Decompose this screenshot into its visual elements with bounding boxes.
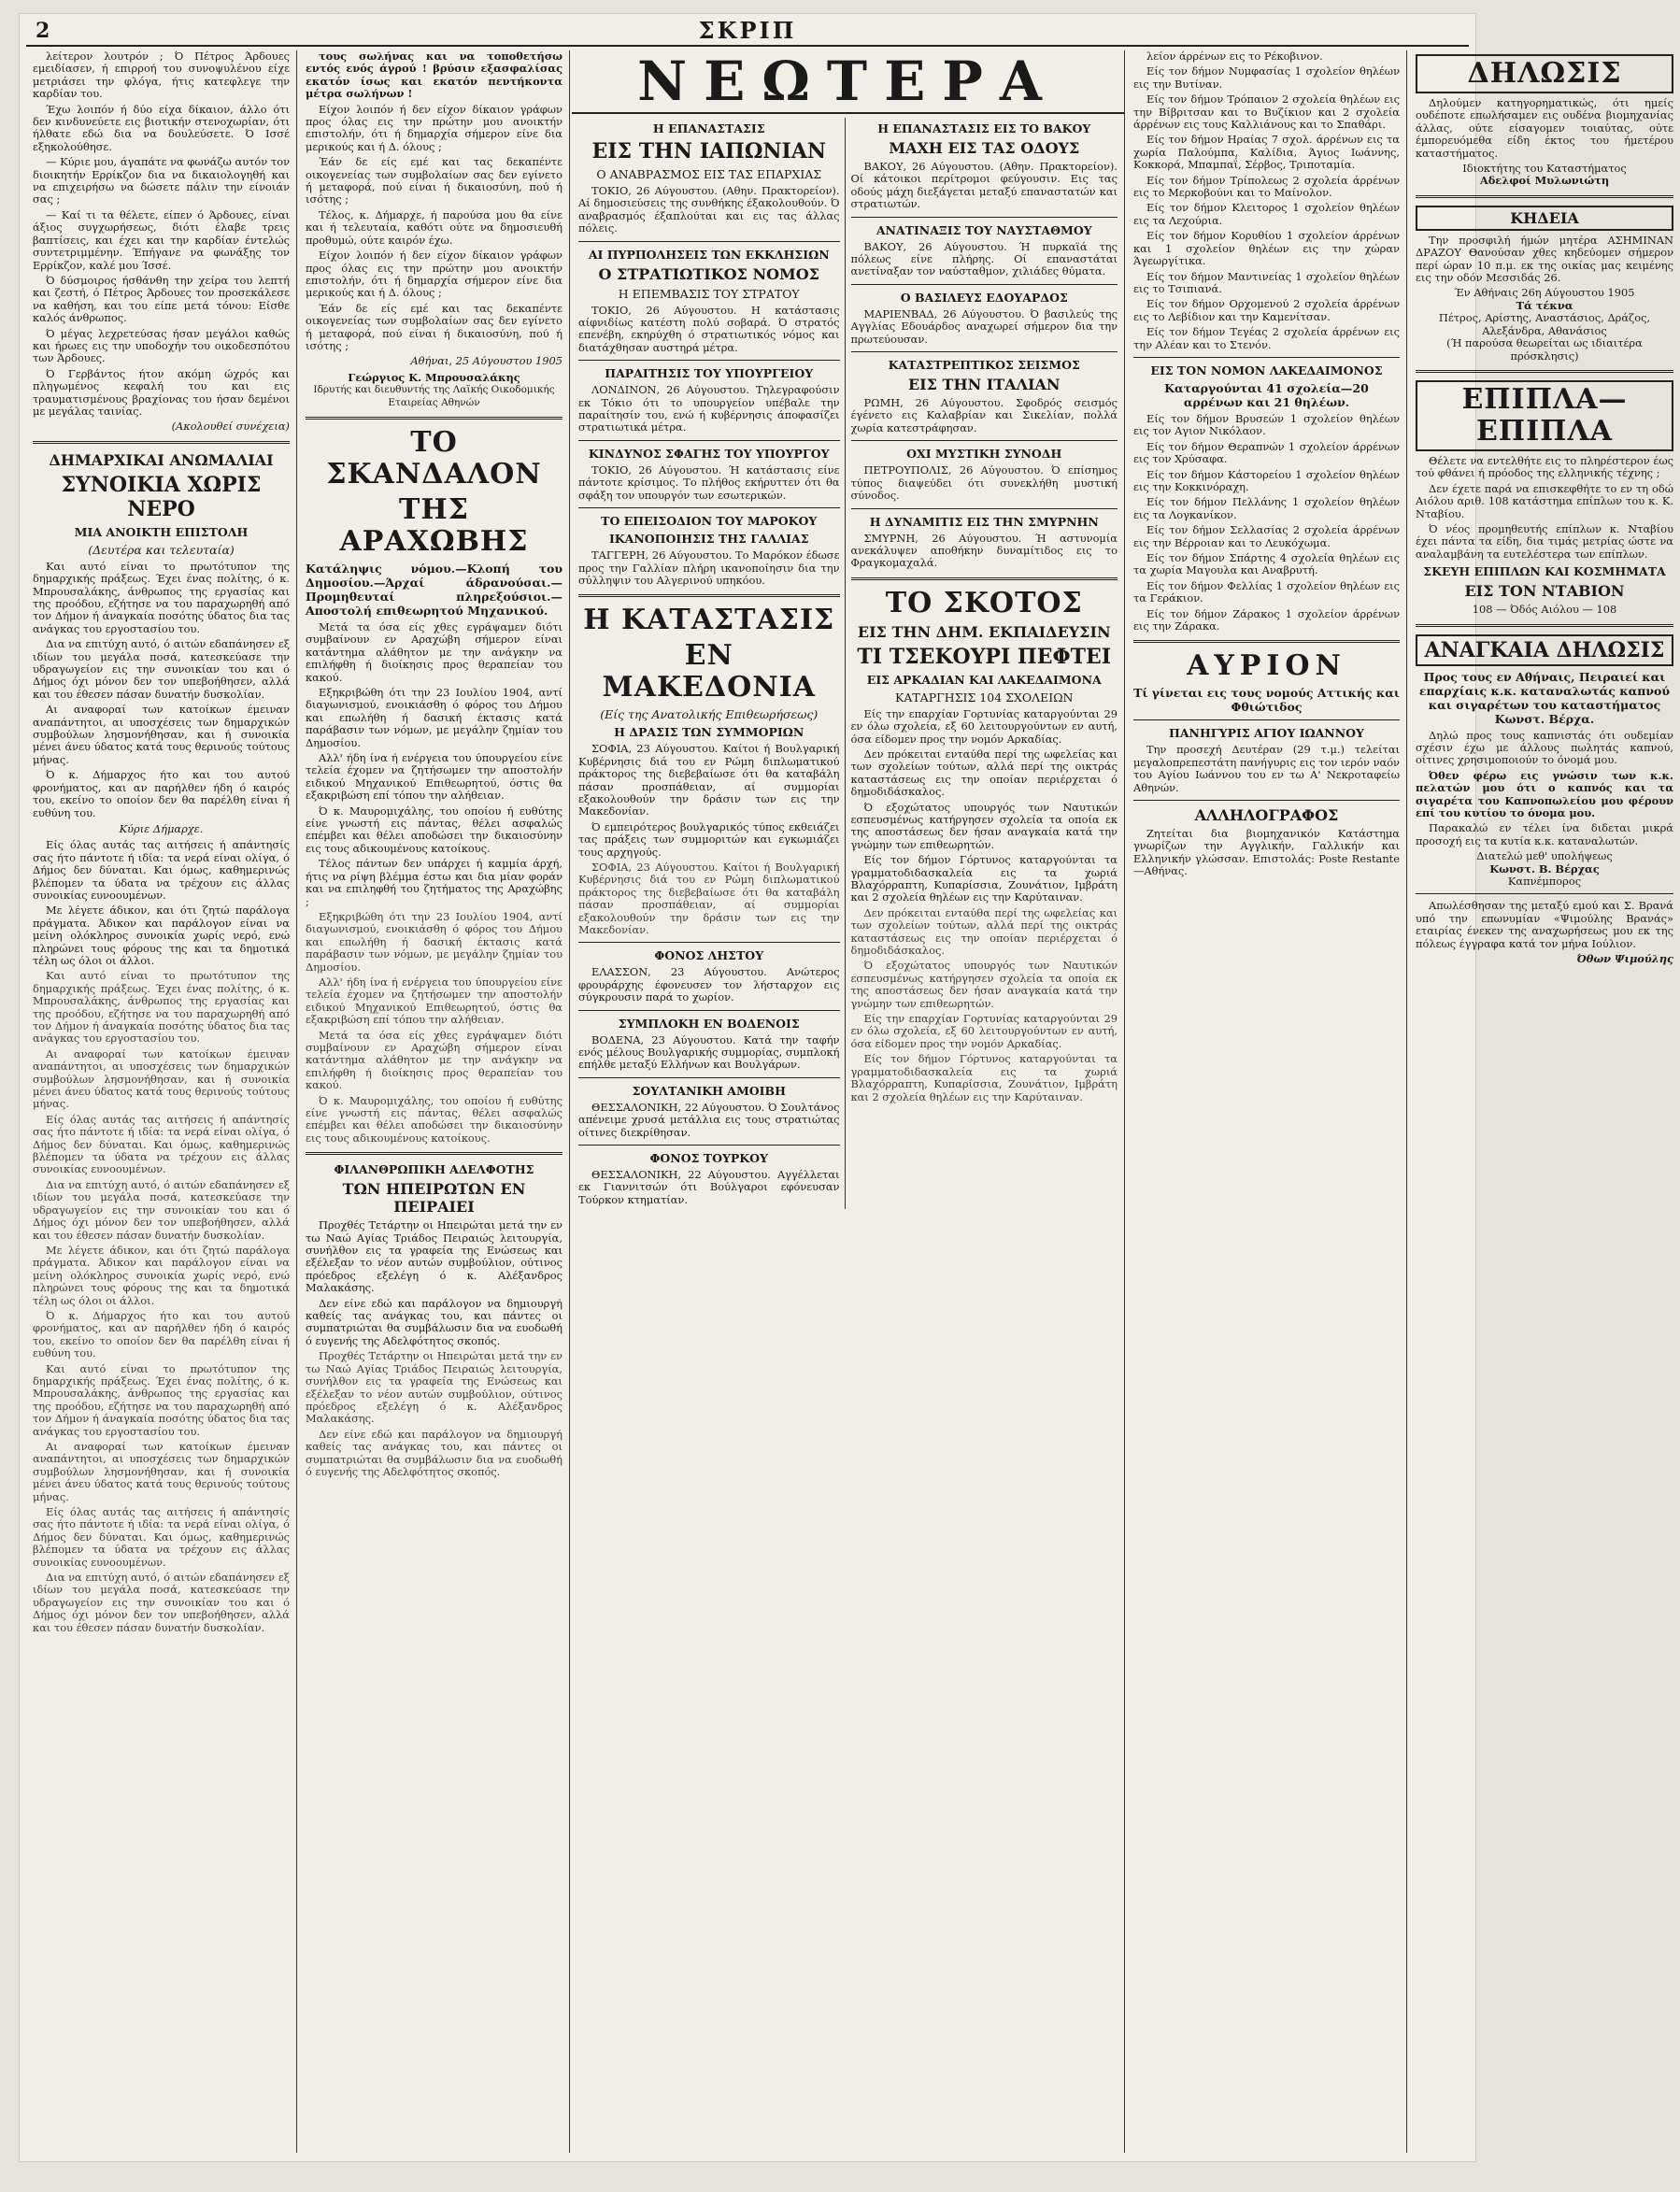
article-paragraph: ΣΟΦΙΑ, 23 Αύγουστου. Καίτοι ή Βουλγαρική Κυβέρνησις διά του εν Ρώμη διπλωματικού πράκτορος της διεβεβαίωσε ότι θα καταβάλη πάσαν προσπάθειαν, αί συμμορίαι εξακολουθούν την δράσιν των εις την Μακεδονίαν. bbox=[578, 860, 840, 936]
column-2 bbox=[299, 50, 570, 2153]
article-paragraph: Αι αναφοραί των κατοίκων έμειναν αναπάντητοι, αι υποσχέσεις των δημαρχικών συμβούλων λησμονήθησαν, και ή συνοικία μένει άνευ ύδατος κατά τους θερινούς τούτους μήνας. bbox=[33, 1440, 290, 1503]
article-paragraph: ΛΟΝΔΙΝΟΝ, 26 Αύγουστου. Τηλεγραφούσιν εκ Τόκιο ότι το υπουργείον υπέβαλε την παραίτησίν του, ενώ ή κυβέρνησις άποφασίζει στρατιωτικά μέτρα. bbox=[578, 383, 840, 434]
article-paragraph: Με λέγετε άδικον, και ότι ζητώ παράλογα πράγματα. Άδικον και παράλογον είναι να μείνη ολόκληρος συνοικία χωρίς νερό, ενώ πληρώνει τους φόρους της και τα δημοτικά τέλη ως όλοι οι άλλοι. bbox=[33, 904, 290, 967]
subheadline: Τί γίνεται εις τους νομούς Αττικής και Φθιώτιδος bbox=[1133, 686, 1400, 715]
divider bbox=[306, 417, 562, 420]
headline: Η ΕΠΑΝΑΣΤΑΣΙΣ bbox=[652, 121, 765, 135]
article-paragraph: Είς όλας αυτάς τας αιτήσεις ή απάντησίς σας ήτο πάντοτε ή ιδία: τα νερά είναι ολίγα, ό Δήμος δεν δύναται. Και όμως, καθημερινώς βλέπομεν τα ύδατα να τρέχουν εις άλλας συνοικίας ευνοουμένων. bbox=[33, 1505, 290, 1569]
list-item: Είς τον δήμον Θεραπνών 1 σχολείον άρρένων εις τον Χρύσαφα. bbox=[1133, 439, 1400, 466]
article-paragraph: Και αυτό είναι το πρωτότυπον της δημαρχικής πράξεως. Έχει ένας πολίτης, ό κ. Μπρουσαλάκης, άνθρωπος της εργασίας και της προόδου, εζήτησε να του παραχωρηθή από τον Δήμον ή άναγκαία ποσότης ύδατος δια τας ανάγκας του εργοστασίου του. bbox=[33, 559, 290, 635]
headline: ΕΙΣ ΤΟΝ ΝΤΑΒΙΟΝ bbox=[1464, 582, 1625, 601]
divider bbox=[1133, 800, 1400, 801]
headline: ΚΙΝΔΥΝΟΣ ΣΦΑΓΗΣ ΤΟΥ ΥΠΟΥΡΓΟΥ bbox=[588, 446, 830, 461]
page-number: 2 bbox=[36, 19, 50, 43]
subheadline: ΣΚΕΥΗ ΕΠΙΠΛΩΝ ΚΑΙ ΚΟΣΜΗΜΑΤΑ bbox=[1423, 564, 1666, 579]
article-paragraph: Προχθές Τετάρτην οι Ηπειρώται μετά την εν τω Ναώ Αγίας Τριάδος Πειραιώς λειτουργία, συνήλθον εις τα γραφεία της Ενώσεως και εξέλεξαν το νέον αυτών συμβούλιον, ούτινος πρόεδρος εξελέγη ό κ. Αλέξανδρος Μαλακάσης. bbox=[306, 1218, 562, 1295]
article-paragraph: Αι αναφοραί των κατοίκων έμειναν αναπάντητοι, αι υποσχέσεις των δημαρχικών συμβούλων λησμονήθησαν, και ή συνοικία μένει άνευ ύδατος κατά τους θερινούς τούτους μήνας. bbox=[33, 1046, 290, 1111]
article-paragraph: Δηλώ προς τους καπνιστάς ότι ουδεμίαν σχέσιν έχω με άλλους πωλητάς καπνού, οίτινες χρησιμοποιούν το όνομά μου. bbox=[1416, 728, 1673, 767]
article-paragraph: Έάν δε είς εμέ και τας δεκαπέντε οικογενείας των συμβολαίων σας δεν εγίνετο ή μεταφορά, πού είναι ή δικαιοσύνη, πού ή ισότης ; bbox=[306, 155, 562, 206]
notice-label: Τά τέκνα bbox=[1516, 298, 1573, 312]
article-paragraph: ΤΟΚΙΟ, 26 Αύγουστου. Ή κατάστασις είνε πάντοτε κρίσιμος. Το πλήθος εκήρυττεν ότι θα σφάξη τον υπουργόν των εσωτερικών. bbox=[578, 463, 840, 502]
headline: Ο ΒΑΣΙΛΕΥΣ ΕΔΟΥΑΡΔΟΣ bbox=[900, 290, 1068, 305]
headline: ΣΥΝΟΙΚΙΑ ΧΩΡΙΣ ΝΕΡΟ bbox=[61, 472, 262, 521]
headline: ΚΗΔΕΙΑ bbox=[1416, 206, 1673, 231]
signature-name: Αδελφοί Μυλωνιώτη bbox=[1479, 174, 1610, 188]
article-paragraph: Ό εμπειρότερος βουλγαρικός τύπος εκθειάζει τας πράξεις των συμμοριτών και εγκωμιάζει τους αρχηγούς. bbox=[578, 819, 840, 859]
divider bbox=[1416, 624, 1673, 627]
headline: ΠΑΝΗΓΥΡΙΣ ΑΓΙΟΥ ΙΩΑΝΝΟΥ bbox=[1169, 726, 1364, 741]
headline: ΕΝ ΜΑΚΕΔΟΝΙΑ bbox=[602, 639, 817, 705]
signature-name: Κωνστ. Β. Βέρχας bbox=[1489, 861, 1600, 875]
signature-name: Όθων Ψιμούλης bbox=[1576, 952, 1673, 966]
headline: ΕΙΣ ΤΗΝ ΔΗΜ. ΕΚΠΑΙΔΕΥΣΙΝ bbox=[857, 622, 1111, 641]
article-paragraph: Ό εξοχώτατος υπουργός των Ναυτικών εσπευσμένως κατήργησεν σχολεία τα οποία εκ της αποστάσεως δεν ήσαν αναγκαία κατά την γνώμην των επιθεωρητών. bbox=[850, 959, 1118, 1010]
list-item: Είς τον δήμον Τρόπαιον 2 σχολεία θηλέων εις την Βίβριτσαν και το Βυζίκιον και 2 σχολεία άρρένων εις τους Καλλιάνους και το Σπαθάρι. bbox=[1133, 93, 1400, 132]
article-paragraph: ΕΛΑΣΣΟΝ, 23 Αύγουστου. Ανώτερος φρουράρχης έφονευσεν τον λήσταρχον εις σύγκρουσιν παρά το χωρίον. bbox=[578, 965, 840, 1004]
article-paragraph: Όθεν φέρω εις γνώσιν των κ.κ. πελατών μου ότι ο καπνός και τα σιγαρέτα του Καπνοπωλείου μου φέρουν επί του κυτίου το όνομα μου. bbox=[1416, 768, 1673, 819]
article-paragraph: ΘΕΣΣΑΛΟΝΙΚΗ, 22 Αύγουστου. Ό Σουλτάνος απένειμε χρυσά μετάλλια εις τους στρατιώτας οίτινες διεκρίθησαν. bbox=[578, 1100, 840, 1139]
headline: ΤΙ ΤΣΕΚΟΥΡΙ ΠΕΦΤΕΙ bbox=[857, 644, 1112, 669]
letter-date: Αθήναι, 25 Αύγουστου 1905 bbox=[410, 354, 562, 368]
article-paragraph: Και αυτό είναι το πρωτότυπον της δημαρχικής πράξεως. Έχει ένας πολίτης, ό κ. Μπρουσαλάκης, άνθρωπος της εργασίας και της προόδου, εζήτησε να του παραχωρηθή από τον Δήμον ή άναγκαία ποσότης ύδατος δια τας ανάγκας του εργοστασίου του. bbox=[33, 969, 290, 1046]
article-paragraph: ΤΑΓΓΕΡΗ, 26 Αύγουστου. Το Μαρόκον έδωσε προς την Γαλλίαν πλήρη ικανοποίησιν δια την σύλληψιν του Αλγερινού υπηκόου. bbox=[578, 548, 840, 587]
article-paragraph: ΜΑΡΙΕΝΒΑΔ, 26 Αύγουστου. Ό βασιλεύς της Αγγλίας Εδουάρδος αναχωρεί σήμερον δια την πρωτεύουσαν. bbox=[850, 306, 1118, 346]
headline: Η ΚΑΤΑΣΤΑΣΙΣ bbox=[583, 604, 835, 637]
notice-date: Έν Αθήναις 26η Αύγουστου 1905 bbox=[1454, 286, 1635, 300]
article-paragraph: — Καί τι τα θέλετε, είπεν ό Άρδουες, είναι άξιος συγχωρήσεως, διότι έλαβε τρεις βαπτίσεις, και έχει και την καρδίαν έντελώς συντετριμμένην. Έπήγανε να φωνάξης τον Ερρίκζον, καλέ μου Ίσσέ. bbox=[33, 207, 290, 272]
list-item: Είς τον δήμον Τεγέας 2 σχολεία άρρένων εις την Αλέαν και το Στενόν. bbox=[1133, 325, 1400, 351]
article-paragraph: Δια να επιτύχη αυτό, ό αιτών εδαπάνησεν εξ ιδίων του μεγάλα ποσά, κατεσκεύασε την υδραγωγείον εις την συνοικίαν του και ό Δήμος όχι μόνον δεν τον υπεβοήθησεν, αλλά και του έθεσεν πάσαν δυνατήν δυσκολίαν. bbox=[33, 1571, 290, 1634]
article-paragraph: Προχθές Τετάρτην οι Ηπειρώται μετά την εν τω Ναώ Αγίας Τριάδος Πειραιώς λειτουργία, συνήλθον εις τα γραφεία της Ενώσεως και εξέλεξαν το νέον αυτών συμβούλιον, ούτινος πρόεδρος εξελέγη ό κ. Αλέξανδρος Μαλακάσης. bbox=[306, 1349, 562, 1426]
divider bbox=[578, 241, 840, 242]
headline: ΟΧΙ ΜΥΣΤΙΚΗ ΣΥΝΟΔΗ bbox=[906, 447, 1062, 462]
headline: ΤΟ ΣΚΑΝΔΑΛΟΝ bbox=[326, 425, 542, 491]
article-paragraph: ΒΑΚΟΥ, 26 Αύγουστου. (Αθην. Πρακτορείον). Οί κάτοικοι περίτρομοι φεύγουσιν. Εις τας οδούς μάχη διεξάγεται μεταξύ επαναστατών και στρατιωτών. bbox=[850, 160, 1118, 211]
notice-note: (Ή παρούσα θεωρείται ως ιδιαιτέρα πρόσκλησις) bbox=[1446, 336, 1643, 363]
article-paragraph: Ό νέος προμηθευτής επίπλων κ. Νταβίου έχει πάντα τα είδη, δια τιμάς μετρίας ώστε να αναλαμβάνη τα ευτελέστερα των επίπλων. bbox=[1416, 521, 1673, 561]
subheadline: ΜΙΑ ΑΝΟΙΚΤΗ ΕΠΙΣΤΟΛΗ bbox=[74, 524, 249, 539]
subheadline: Η ΕΠΕΜΒΑΣΙΣ ΤΟΥ ΣΤΡΑΤΟΥ bbox=[618, 286, 800, 301]
divider bbox=[851, 508, 1118, 509]
divider bbox=[1416, 195, 1673, 198]
headline: ΤΟ ΣΚΟΤΟΣ bbox=[885, 586, 1083, 619]
article-paragraph: Είς τον δήμον Γόρτυνος καταργούνται τα γραμματοδιδασκαλεία εις τα χωριά Βλαχόρραπτη, Κυπαρίσσια, Ζουνάτιον, Ιμβράτη και 2 σχολεία θηλέων εις την Καρύταιναν. bbox=[850, 853, 1118, 904]
list-item: Είς τον δήμον Βρυσεών 1 σχολείον θηλέων εις τον Αγιον Νικόλαον. bbox=[1133, 411, 1400, 438]
headline: ΕΙΣ ΑΡΚΑΔΙΑΝ ΚΑΙ ΛΑΚΕΔΑΙΜΟΝΑ bbox=[866, 672, 1102, 687]
divider bbox=[1416, 893, 1673, 894]
divider bbox=[1133, 640, 1400, 643]
subheadline: Κατάληψις νόμου.—Κλοπή του Δημοσίου.—Άρχαί άδρανούσαι.—Προμηθευταί πληρεξούσιοι.—Αποστολή επιθεωρητού Μηχανικού. bbox=[306, 561, 562, 618]
article-paragraph: Ό μέγας λεχρετεύσας ήσαν μεγάλοι καθώς και ήρωες εις την υποδοχήν του οικοδεσπότου των Άρδουες. bbox=[33, 326, 290, 365]
headline: ΦΙΛΑΝΘΡΩΠΙΚΗ ΑΔΕΛΦΟΤΗΣ bbox=[334, 1162, 534, 1177]
article-paragraph: Δεν έχετε παρά να επισκεφθήτε το εν τη οδώ Αιόλου αριθ. 108 κατάστημα επίπλων του κ. Κ. Νταβίου. bbox=[1416, 481, 1673, 520]
article-paragraph: Αι αναφοραί των κατοίκων έμειναν αναπάντητοι, αι υποσχέσεις των δημαρχικών συμβούλων λησμονήθησαν, και ή συνοικία μένει άνευ ύδατος κατά τους θερινούς τούτους μήνας. bbox=[33, 703, 290, 766]
article-paragraph: ΣΟΦΙΑ, 23 Αύγουστου. Καίτοι ή Βουλγαρική Κυβέρνησις διά του εν Ρώμη διπλωματικού πράκτορος της διεβεβαίωσε ότι θα καταβάλη πάσαν προσπάθειαν, αί συμμορίαι εξακολουθούν την δράσιν των εις την Μακεδονίαν. bbox=[578, 742, 840, 818]
headline: ΕΙΣ ΤΟΝ ΝΟΜΟΝ ΛΑΚΕΔΑΙΜΟΝΟΣ bbox=[1150, 363, 1383, 377]
column-3 bbox=[572, 118, 846, 1209]
letter-signer-role: Ιδρυτής και διευθυντής της Λαϊκής Οικοδομικής Εταιρείας Αθηνών bbox=[313, 384, 555, 408]
article-paragraph: Δηλούμεν κατηγορηματικώς, ότι ημείς ουδέποτε επωλήσαμεν εις ουδένα βιομηχανίας άλλας, ούτε είσαγομεν τοιαύτας, ούτε έμπορευόμεθα είδη έκτος του ήμετέρου καταστήματος. bbox=[1416, 96, 1673, 160]
article-paragraph: ΤΟΚΙΟ, 26 Αύγουστου. Η κατάστασις αίφνιδίως κατέστη πολύ σοβαρά. Ό στρατός επενέβη, εκηρύχθη ό στρατιωτικός νόμος και διατάχθησαν αυστηρά μέτρα. bbox=[578, 303, 840, 354]
article-paragraph: Έχω λοιπόν ή δύο είχα δίκαιον, άλλο ότι δεν κινδυνεύετε εις βιοτικήν στενοχωρίαν, ότι ήλθατε εδώ δια να δουλεύσετε. Ό Ισσέ εξηκολούθησε. bbox=[33, 102, 290, 153]
column-4 bbox=[851, 118, 1125, 1209]
headline: Η ΔΡΑΣΙΣ ΤΩΝ ΣΥΜΜΟΡΙΩΝ bbox=[614, 725, 804, 740]
article-paragraph: Αλλ' ήδη ίνα ή ενέργεια του ύπουργείου είνε τελεία έχομεν να ζητήσωμεν την αποστολήν ειδικού Μηχανικού Επιθεωρητού, όστις θα εξακριβώση επί τόπου την αλήθειαν. bbox=[306, 751, 562, 803]
article-paragraph: Είς όλας αυτάς τας αιτήσεις ή απάντησίς σας ήτο πάντοτε ή ιδία: τα νερά είναι ολίγα, ό Δήμος δεν δύναται. Και όμως, καθημερινώς βλέπομεν τα ύδατα να τρέχουν εις άλλας συνοικίας ευνοουμένων. bbox=[33, 838, 290, 902]
headline: ΠΑΡΑΙΤΗΣΙΣ ΤΟΥ ΥΠΟΥΡΓΕΙΟΥ bbox=[605, 366, 814, 381]
divider bbox=[1416, 370, 1673, 373]
article-paragraph: ΒΟΔΕΝΑ, 23 Αύγουστου. Κατά την ταφήν ενός μέλους Βουλγαρικής συμμορίας, συμπλοκή επήλθε μεταξύ Ελλήνων και Βουλγάρων. bbox=[578, 1032, 840, 1072]
list-item: Είς τον δήμον Μαντινείας 1 σχολείον θηλέων εις το Τσιπιανά. bbox=[1133, 269, 1400, 295]
masthead bbox=[26, 17, 1469, 47]
article-paragraph: Και αυτό είναι το πρωτότυπον της δημαρχικής πράξεως. Έχει ένας πολίτης, ό κ. Μπρουσαλάκης, άνθρωπος της εργασίας και της προόδου, εζήτησε να του παραχωρηθή από τον Δήμον ή άναγκαία ποσότης ύδατος δια τας ανάγκας του εργοστασίου του. bbox=[33, 1361, 290, 1438]
article-paragraph: ΘΕΣΣΑΛΟΝΙΚΗ, 22 Αύγουστου. Αγγέλλεται εκ Γιαννιτσών ότι Βούλγαροι εφόνευσαν Τούρκον κτηματίαν. bbox=[578, 1168, 840, 1206]
divider bbox=[851, 284, 1118, 285]
article-paragraph: Μετά τα όσα είς χθες εγράψαμεν διότι συμβαίνουν εν Αραχώβη σήμερον είναι κατάντημα αλάθητον με την ανάγκην να επιλήφθη ή διοίκησις προς θεραπείαν του κακού. bbox=[306, 619, 562, 684]
article-paragraph: Δια να επιτύχη αυτό, ό αιτών εδαπάνησεν εξ ιδίων του μεγάλα ποσά, κατεσκεύασε την υδραγωγείον εις την συνοικίαν του και ό Δήμος όχι μόνον δεν τον υπεβοήθησεν, αλλά και του έθεσεν πάσαν δυνατήν δυσκολίαν. bbox=[33, 1177, 290, 1242]
article-paragraph: Εξηκριβώθη ότι την 23 Ιουλίου 1904, αντί διαγωνισμού, ενοικιάσθη ό φόρος του Δήμου και επωλήθη ή δασική έκτασις κατά παράβασιν των νόμων, με μεγάλην ζημίαν του Δημοσίου. bbox=[306, 909, 562, 974]
article-paragraph: ΠΕΤΡΟΥΠΟΛΙΣ, 26 Αύγουστου. Ό επίσημος τύπος διαψεύδει ότι συνεκλήθη μυστική σύνοδος. bbox=[850, 463, 1118, 503]
list-item: Είς τον δήμον Κορυθίου 1 σχολείον άρρένων και 1 σχολείον θηλέων εις την χώραν Άγεωργίτικα. bbox=[1133, 229, 1400, 268]
list-item: Είς τον δήμον Ορχομενού 2 σχολεία άρρένων εις το Λεβίδιον και την Καμενίτσαν. bbox=[1133, 297, 1400, 323]
headline: ΤΩΝ ΗΠΕΙΡΩΤΩΝ ΕΝ ΠΕΙΡΑΙΕΙ bbox=[342, 1180, 526, 1217]
list-item: Είς τον δήμον Νυμφασίας 1 σχολείον θηλέων εις την Βυτίναν. bbox=[1133, 64, 1400, 91]
headline: ΑΛΛΗΛΟΓΡΑΦΟΣ bbox=[1194, 806, 1339, 825]
column-5 bbox=[1127, 50, 1407, 2153]
headline: ΔΗΛΩΣΙΣ bbox=[1416, 54, 1673, 93]
column-1 bbox=[26, 50, 297, 2153]
headline: ΕΙΣ ΤΗΝ ΙΑΠΩΝΙΑΝ bbox=[591, 139, 826, 164]
headline: ΣΟΥΛΤΑΝΙΚΗ ΑΜΟΙΒΗ bbox=[632, 1083, 786, 1098]
letter-signer: Γεώργιος Κ. Μπρουσαλάκης bbox=[348, 370, 520, 384]
divider bbox=[851, 217, 1118, 218]
subheadline: Καταργούνται 41 σχολεία—20 αρρένων και 21 θηλέων. bbox=[1164, 380, 1369, 409]
newspaper-page bbox=[19, 13, 1673, 2162]
headline: Ο ΣΤΡΑΤΙΩΤΙΚΟΣ ΝΟΜΟΣ bbox=[598, 264, 819, 283]
headline: ΤΗΣ ΑΡΑΧΩΒΗΣ bbox=[339, 492, 529, 558]
article-paragraph: Τέλος πάντων δεν υπάρχει ή καμμία άρχή, ήτις να ρίψη βλέμμα έστω και δια μίαν φοράν και να επιληφθή του ζητήματος της Αραχώβης ; bbox=[306, 857, 562, 908]
article-paragraph: Αλλ' ήδη ίνα ή ενέργεια του ύπουργείου είνε τελεία έχομεν να ζητήσωμεν την αποστολήν ειδικού Μηχανικού Επιθεωρητού, όστις θα εξακριβώση επί τόπου την αλήθειαν. bbox=[306, 975, 562, 1027]
article-paragraph: ΣΜΥΡΝΗ, 26 Αύγουστου. Ή αστυνομία ανεκάλυψεν αποθήκην δυναμίτιδος εις το Φραγκομαχαλά. bbox=[850, 531, 1118, 570]
signature-role: Ιδιοκτήτης του Καταστήματος bbox=[1462, 162, 1627, 176]
article-paragraph: Δεν πρόκειται ενταύθα περί της ωφελείας και των σχολείων τούτων, αλλά περί της οικτράς καταστάσεως εις την οποίαν περιέρχεται ό δημοδιδάσκαλος. bbox=[850, 905, 1118, 958]
divider bbox=[851, 440, 1118, 441]
divider bbox=[578, 942, 840, 943]
article-paragraph: Απωλέσθησαν της μεταξύ εμού και Σ. Βρανά υπό την επωνυμίαν «Ψιμούλης Βρανάς» εταιρίας ένεκεν της αναχωρήσεως μου εκ της πόλεως έγγραφα κατά τον μήνα Ιούλιον. bbox=[1416, 899, 1673, 950]
list-item: Είς τον δήμον Σελλασίας 2 σχολεία άρρένων εις την Βέρροιαν και το Λευκόχωμα. bbox=[1133, 523, 1400, 549]
headline: ΦΟΝΟΣ ΤΟΥΡΚΟΥ bbox=[649, 1151, 768, 1166]
divider bbox=[851, 351, 1118, 352]
headline: ΚΑΤΑΣΤΡΕΠΤΙΚΟΣ ΣΕΙΣΜΟΣ bbox=[888, 358, 1080, 373]
subheadline: Ο ΑΝΑΒΡΑΣΜΟΣ ΕΙΣ ΤΑΣ ΕΠΑΡΧΙΑΣ bbox=[596, 167, 822, 181]
list-item: Είς τον δήμον Φελλίας 1 σχολείον θηλέων εις τα Γεράκιον. bbox=[1133, 578, 1400, 605]
article-paragraph: ΡΩΜΗ, 26 Αύγουστου. Σφοδρός σεισμός έγένετο εις Καλαβρίαν και Σικελίαν, πολλά χωρία κατεστράφησαν. bbox=[850, 396, 1118, 434]
article-paragraph: ΤΟΚΙΟ, 26 Αύγουστου. (Αθην. Πρακτορείον). Αί δημοσιεύσεις της συνθήκης έξακολουθούν. Ό αναβρασμός έξαπλούται και εις τας άλλας πόλεις. bbox=[578, 184, 840, 235]
address: 108 — Όδός Αιόλου — 108 bbox=[1472, 603, 1617, 617]
list-item: Είς τον δήμον Κλειτορος 1 σχολείον θηλέων εις τα Λεχούρια. bbox=[1133, 201, 1400, 227]
article-paragraph: Δεν είνε εδώ και παράλογον να δημιουργή καθείς τας ανάγκας του, και πάντες οι συμπατριώται θα συμβάλωσιν δια να ευοδωθή ό ευγενής της Αδελφότητος σκοπός. bbox=[306, 1427, 562, 1478]
headline: ΑΝΑΓΚΑΙΑ ΔΗΛΩΣΙΣ bbox=[1416, 634, 1673, 666]
headline: ΑΥΡΙΟΝ bbox=[1187, 649, 1346, 683]
paper-name: ΣΚΡΙΠ bbox=[698, 17, 797, 44]
article-paragraph: ΒΑΚΟΥ, 26 Αύγουστου. Ή πυρκαϊά της πόλεως είνε πλήρης. Οί επαναστάται ανετίναξαν τον ναύσταθμον, χιλιάδες θύματα. bbox=[850, 239, 1118, 278]
closing: Διατελώ μεθ' υπολήψεως bbox=[1476, 849, 1613, 863]
article-paragraph: Δεν πρόκειται ενταύθα περί της ωφελείας και των σχολείων τούτων, αλλά περί της οικτράς καταστάσεως εις την οποίαν περιέρχεται ό δημοδιδάσκαλος. bbox=[850, 747, 1118, 799]
divider bbox=[306, 1152, 562, 1155]
article-paragraph: Εξηκριβώθη ότι την 23 Ιουλίου 1904, αντί διαγωνισμού, ενοικιάσθη ό φόρος του Δήμου και επωλήθη ή δασική έκτασις κατά παράβασιν των νόμων, με μεγάλην ζημίαν του Δημοσίου. bbox=[306, 686, 562, 749]
headline: ΜΑΧΗ ΕΙΣ ΤΑΣ ΟΔΟΥΣ bbox=[889, 139, 1080, 157]
article-paragraph: Ό δύσμοιρος ήσθάνθη την χείρα του λεπτή και ζεστή, ό Πέτρος Άρδουες τον προσεκάλεσε να καθήση, και του είπε μετά τόνου: Είσθε καλός άνθρωπος. bbox=[33, 273, 290, 325]
article-paragraph: Είς όλας αυτάς τας αιτήσεις ή απάντησίς σας ήτο πάντοτε ή ιδία: τα νερά είναι ολίγα, ό Δήμος δεν δύναται. Και όμως, καθημερινώς βλέπομεν τα ύδατα να τρέχουν εις άλλας συνοικίας ευνοουμένων. bbox=[33, 1112, 290, 1176]
salutation: Κύριε Δήμαρχε. bbox=[119, 821, 204, 835]
article-paragraph: λείτερον λουτρόν ; Ό Πέτρος Άρδουες εμειδίασεν, ή επιρροή του συνοψυλένου είχε μετριάσει την φλόγα, ήτις κατεφλεγε την καρδίαν του. bbox=[33, 50, 290, 101]
headline: ΕΠΙΠΛΑ—ΕΠΙΠΛΑ bbox=[1416, 380, 1673, 451]
article-paragraph: Είς την επαρχίαν Γορτυνίας καταργούνται 29 εν όλω σχολεία, εξ 60 λειτουργούντων εν αυτή, όσα είδομεν προς την νομόν Αρκαδίας. bbox=[850, 706, 1118, 746]
column-6-advertisements bbox=[1409, 50, 1680, 2153]
headline: ΙΚΑΝΟΠΟΙΗΣΙΣ ΤΗΣ ΓΑΛΛΙΑΣ bbox=[608, 532, 809, 547]
divider bbox=[578, 1010, 840, 1011]
headline: ΤΟ ΕΠΕΙΣΟΔΙΟΝ ΤΟΥ ΜΑΡΟΚΟΥ bbox=[601, 514, 818, 529]
section-banner: ΝΕΩΤΕΡΑ bbox=[572, 50, 1124, 114]
article-paragraph: Έάν δε είς εμέ και τας δεκαπέντε οικογενείας των συμβολαίων σας δεν εγίνετο ή μεταφορά, πού είναι ή δικαιοσύνη, πού ή ισότης ; bbox=[306, 301, 562, 352]
article-paragraph: — Κύριε μου, άγαπάτε να φωνάζω αυτόν τον διοικητήν Ερρίκζον δια να δικαιολογηθή και να επιχειρήσω να δώσετε πάλιν την είνοιάν σας ; bbox=[33, 155, 290, 206]
signature-role: Καπνέμπορος bbox=[1507, 875, 1582, 889]
subheadline: (Δευτέρα και τελευταία) bbox=[88, 542, 235, 557]
headline: ΣΥΜΠΛΟΚΗ ΕΝ ΒΟΔΕΝΟΙΣ bbox=[618, 1016, 800, 1031]
divider bbox=[33, 441, 290, 444]
article-paragraph: Τέλος, κ. Δήμαρχε, ή παρούσα μου θα είνε και ή τελευταία, καθότι ούτε να δημοσιευθή προθυμώ, ούτε καιρόν έχω. bbox=[306, 207, 562, 247]
headline: Η ΕΠΑΝΑΣΤΑΣΙΣ ΕΙΣ ΤΟ ΒΑΚΟΥ bbox=[877, 121, 1091, 135]
list-item: Είς τον δήμον Πελλάνης 1 σχολείον θηλέων εις τα Λογκανίκον. bbox=[1133, 495, 1400, 521]
article-paragraph: Ό κ. Μαυρομιχάλης, του οποίου ή ευθύτης είνε γνωστή εις πάντας, θέλει ασφαλώς επέμβει και θέλει αποδώσει την δικαιοσύνην εις τους αδικουμένους κατοίκους. bbox=[306, 804, 562, 855]
headline: ΔΗΜΑΡΧΙΚΑΙ ΑΝΩΜΑΛΙΑΙ bbox=[49, 450, 274, 469]
continued-note: (Ακολουθεί συνέχεια) bbox=[171, 420, 290, 434]
list-item: λείον άρρένων εις το Ρέκοβινον. bbox=[1146, 50, 1323, 63]
headline: ΕΙΣ ΤΗΝ ΙΤΑΛΙΑΝ bbox=[907, 376, 1061, 394]
subheadline: Προς τους εν Αθήναις, Πειραιεί και επαρχίαις κ.κ. καταναλωτάς καπνού και σιγαρέτων του καταστήματος Κωνστ. Βέρχα. bbox=[1418, 669, 1671, 726]
article-paragraph: Ό Γερβάντος ήτον ακόμη ώχρός και πληγωμένος κεφαλή του και εις τραυματισμένους βραχίονας του ήσαν δεμένοι με μεγάλας ταινίας. bbox=[33, 366, 290, 418]
article-paragraph: Παρακαλώ εν τέλει ίνα διδεται μικρά προσοχή εις τα κυτία κ.κ. καταναλωτών. bbox=[1416, 821, 1673, 847]
subheadline: (Είς της Ανατολικής Επιθεωρήσεως) bbox=[600, 707, 819, 722]
article-paragraph: Είς την επαρχίαν Γορτυνίας καταργούνται 29 εν όλω σχολεία, εξ 60 λειτουργούντων εν αυτή, όσα είδομεν προς την νομόν Αρκαδίας. bbox=[850, 1012, 1118, 1050]
article-paragraph: Είς τον δήμον Γόρτυνος καταργούνται τα γραμματοδιδασκαλεία εις τα χωριά Βλαχόρραπτη, Κυπαρίσσια, Ζουνάτιον, Ιμβράτη και 2 σχολεία θηλέων εις την Καρύταιναν. bbox=[850, 1052, 1118, 1103]
article-paragraph: Ό κ. Δήμαρχος ήτο και του αυτού φρονήματος, και αν παρήλθεν ήδη ό καιρός του, εκείνο το οποίον δεν θα παρέλθη είναι ή ευθύνη του. bbox=[33, 1308, 290, 1360]
list-item: Είς τον δήμον Κάστορείου 1 σχολείον θηλέων εις την Κοκκινόραχη. bbox=[1133, 467, 1400, 493]
divider bbox=[851, 577, 1118, 580]
article-paragraph: Την προσεχή Δευτέραν (29 τ.μ.) τελείται μεγαλοπρεπεστάτη πανήγυρις εις τον ιερόν ναόν του Αγίου Ιωάννου του εν τω Α' Νεκροταφείω Αθηνών. bbox=[1133, 743, 1400, 794]
article-paragraph: Ό εξοχώτατος υπουργός των Ναυτικών εσπευσμένως κατήργησεν σχολεία τα οποία εκ της αποστάσεως δεν ήσαν αναγκαία κατά την γνώμην των επιθεωρητών. bbox=[850, 800, 1118, 851]
notice-names: Πέτρος, Αρίστης, Αναστάσιος, Δράζος, Αλεξάνδρα, Αθανάσιος bbox=[1438, 311, 1651, 337]
article-paragraph: Ό κ. Δήμαρχος ήτο και του αυτού φρονήματος, και αν παρήλθεν ήδη ό καιρός του, εκείνο το οποίον δεν θα παρέλθη είναι ή ευθύνη του. bbox=[33, 768, 290, 819]
headline: ΦΟΝΟΣ ΛΗΣΤΟΥ bbox=[654, 948, 764, 963]
headline: ΑΝΑΤΙΝΑΞΙΣ ΤΟΥ ΝΑΥΣΤΑΘΜΟΥ bbox=[876, 222, 1092, 237]
subheadline: ΚΑΤΑΡΓΗΣΙΣ 104 ΣΧΟΛΕΙΩΝ bbox=[894, 690, 1074, 705]
article-paragraph: Δεν είνε εδώ και παράλογον να δημιουργή καθείς τας ανάγκας του, και πάντες οι συμπατριώται θα συμβάλωσιν δια να ευοδωθή ό ευγενής της Αδελφότητος σκοπός. bbox=[306, 1296, 562, 1347]
article-paragraph: Δια να επιτύχη αυτό, ό αιτών εδαπάνησεν εξ ιδίων του μεγάλα ποσά, κατεσκεύασε την υδραγωγείον εις την συνοικίαν του και ό Δήμος όχι μόνον δεν τον υπεβοήθησεν, αλλά και του έθεσεν πάσαν δυνατήν δυσκολίαν. bbox=[33, 637, 290, 701]
divider bbox=[578, 1077, 840, 1078]
article-paragraph: Ζητείται δια βιομηχανικόν Κατάστημα γνωρίζων την Αγγλικήν, Γαλλικήν και Ελληνικήν γλώσσαν. Επιστολάς: Poste Restante—Αθήνας. bbox=[1133, 827, 1400, 878]
article-paragraph: Θέλετε να εντελθήτε εις το πληρέστερον έως τού φθάνει ή πρόοδος της ελληνικής τέχνης ; bbox=[1416, 453, 1673, 480]
list-item: Είς τον δήμον Ζάρακος 1 σχολείον άρρένων εις την Ζάρακα. bbox=[1133, 606, 1400, 633]
headline: ΑΙ ΠΥΡΠΟΛΗΣΕΙΣ ΤΩΝ ΕΚΚΛΗΣΙΩΝ bbox=[588, 247, 830, 262]
divider bbox=[578, 440, 840, 441]
divider bbox=[578, 1145, 840, 1146]
column-news-block bbox=[572, 50, 1125, 2153]
divider bbox=[1133, 719, 1400, 720]
divider bbox=[578, 507, 840, 508]
article-paragraph: Μετά τα όσα είς χθες εγράψαμεν διότι συμβαίνουν εν Αραχώβη σήμερον είναι κατάντημα αλάθητον με την ανάγκην να επιλήφθη ή διοίκησις προς θεραπείαν του κακού. bbox=[306, 1028, 562, 1092]
article-paragraph: Ό κ. Μαυρομιχάλης, του οποίου ή ευθύτης είνε γνωστή εις πάντας, θέλει ασφαλώς επέμβει και θέλει αποδώσει την δικαιοσύνην εις τους αδικουμένους κατοίκους. bbox=[306, 1093, 562, 1145]
list-item: Είς τον δήμον Σπάρτης 4 σχολεία θηλέων εις τα χωρία Μαγουλα και Αναβρυτή. bbox=[1133, 551, 1400, 577]
article-paragraph: Την προσφιλή ήμών μητέρα ΑΣΗΜΙΝΑΝ ΔΡΑΖΟΥ Θανούσαν χθες κηδεύομεν σήμερον περί ώραν 10 π.μ. εκ της οικίας μας κειμένης εις την οδόν Μεσσιδάς 26. bbox=[1416, 233, 1673, 285]
article-paragraph: Είχον λοιπόν ή δεν είχον δίκαιον γράφων προς όλας εις την πρώτην μου ανοικτήν επιστολήν, ότι ή δημαρχία σήμερον είνε δια μερικούς και ή Δ. όλους ; bbox=[306, 102, 562, 153]
divider bbox=[578, 594, 840, 597]
list-item: Είς τον δήμον Ηραίας 7 σχολ. άρρένων εις τα χωρία Παλούμπα, Καλίδια, Άγιος Ιωάννης, Κοκκορά, Μπαμπαΐ, Σέρβος, Τριποταμία. bbox=[1133, 133, 1400, 172]
article-paragraph: τους σωλήνας και να τοποθετήσω εντός ενός άγρού ! βρύσιν εξασφαλίσας εκατόν ίσως και εκατόν πεντήκοντα μέτρα σωλήνων ! bbox=[306, 50, 562, 101]
article-paragraph: Είχον λοιπόν ή δεν είχον δίκαιον γράφων προς όλας εις την πρώτην μου ανοικτήν επιστολήν, ότι ή δημαρχία σήμερον είνε δια μερικούς και ή Δ. όλους ; bbox=[306, 249, 562, 300]
list-item: Είς τον δήμον Τρίπολεως 2 σχολεία άρρένων εις το Μερκοβούνι και το Μαίνολον. bbox=[1133, 173, 1400, 200]
divider bbox=[578, 360, 840, 361]
divider bbox=[1133, 357, 1400, 358]
headline: Η ΔΥΝΑΜΙΤΙΣ ΕΙΣ ΤΗΝ ΣΜΥΡΝΗΝ bbox=[869, 514, 1099, 529]
article-paragraph: Με λέγετε άδικον, και ότι ζητώ παράλογα πράγματα. Άδικον και παράλογον είναι να μείνη ολόκληρος συνοικία χωρίς νερό, ενώ πληρώνει τους φόρους της και τα δημοτικά τέλη ως όλοι οι άλλοι. bbox=[33, 1243, 290, 1307]
